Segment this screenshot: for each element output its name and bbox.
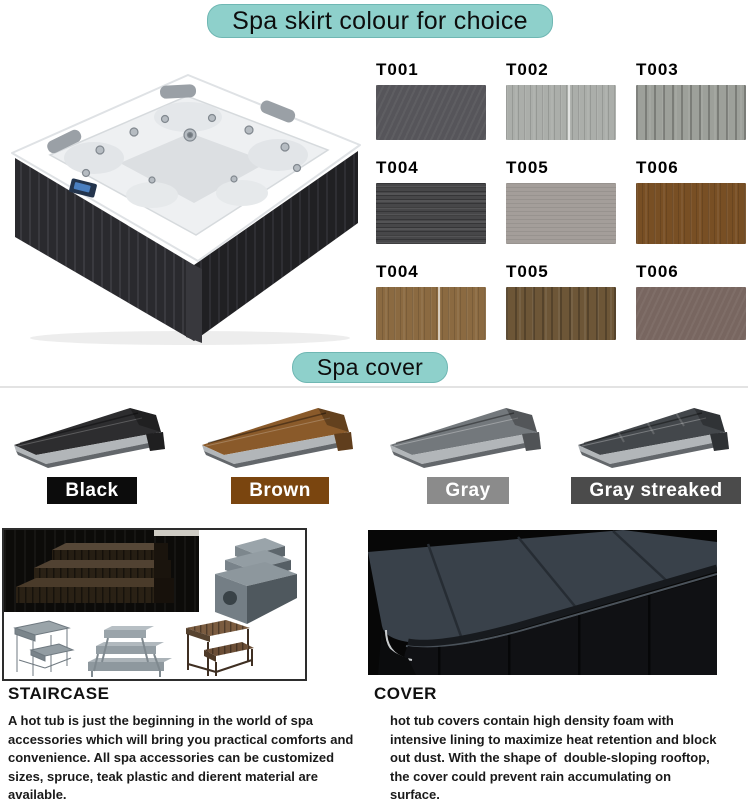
small-step-stool-gray (7, 616, 79, 678)
swatch-item (636, 262, 746, 340)
swatch-item (376, 262, 486, 340)
cover-label-brown: Brown (231, 477, 329, 504)
cover-option-gray[interactable] (382, 404, 554, 504)
swatch-code: T005 (506, 262, 549, 281)
spa-cover-options-row (6, 404, 742, 504)
cover-label-gray-streaked: Gray streaked (571, 477, 740, 504)
cover-image-black (12, 404, 172, 470)
three-tier-steps-gray (84, 618, 172, 678)
swatch-code: T002 (506, 60, 549, 79)
small-step-stool-brown (176, 614, 258, 678)
spa-cover-banner (292, 352, 448, 383)
swatch-code: T004 (376, 262, 419, 281)
swatch-item (506, 158, 616, 244)
cover-section (374, 684, 726, 805)
section-divider (0, 386, 748, 388)
cover-image-brown (200, 404, 360, 470)
swatch-item (376, 60, 486, 140)
staircase-collage (2, 528, 307, 681)
swatch-tile-t002[interactable] (506, 85, 616, 140)
swatch-tile-t006-taupe[interactable] (636, 287, 746, 340)
swatch-tile-t004-brown[interactable] (376, 287, 486, 340)
staircase-section (8, 684, 364, 805)
swatch-tile-t003[interactable] (636, 85, 746, 140)
cover-label-black: Black (47, 477, 136, 504)
staircase-heading: STAIRCASE (8, 684, 110, 703)
cover-option-black[interactable] (6, 404, 178, 504)
cover-option-gray-streaked[interactable] (570, 404, 742, 504)
swatch-code: T005 (506, 158, 549, 177)
cover-description: hot tub covers contain high density foam with intensive lining to maximize heat retention and block out dust. With the shape of double-sloping rooftop, the cover could prevent rain accumulating on surface. (390, 713, 721, 802)
swatch-code: T006 (636, 262, 679, 281)
swatch-item (636, 60, 746, 140)
swatch-item (376, 158, 486, 244)
swatch-code: T001 (376, 60, 419, 79)
cover-image-gray (388, 404, 548, 470)
swatch-tile-t001[interactable] (376, 85, 486, 140)
swatch-tile-t005-brown[interactable] (506, 287, 616, 340)
hot-tub-product-image (2, 55, 368, 345)
staircase-description: A hot tub is just the beginning in the world of spa accessories which will bring you practical comforts and convenience. All spa accessories can be customized sizes, spruce, teak plastic and dierent material are available. (8, 713, 357, 802)
swatch-code: T004 (376, 158, 419, 177)
swatch-code: T003 (636, 60, 679, 79)
skirt-colour-grid (376, 60, 746, 340)
cover-image-gray-streaked (576, 404, 736, 470)
cover-option-brown[interactable] (194, 404, 366, 504)
cover-heading: COVER (374, 684, 437, 703)
staircase-photo (4, 530, 199, 612)
swatch-tile-t005[interactable] (506, 183, 616, 244)
swatch-item (506, 60, 616, 140)
swatch-item (636, 158, 746, 244)
spa-cover-banner-text: Spa cover (316, 354, 424, 380)
spa-cover-photo (368, 530, 717, 675)
spa-skirt-colour-banner (207, 4, 553, 38)
swatch-tile-t004[interactable] (376, 183, 486, 244)
swatch-code: T006 (636, 158, 679, 177)
swatch-item (506, 262, 616, 340)
swatch-tile-t006[interactable] (636, 183, 746, 244)
spa-skirt-colour-banner-text: Spa skirt colour for choice (232, 6, 528, 35)
cover-label-gray: Gray (427, 477, 508, 504)
